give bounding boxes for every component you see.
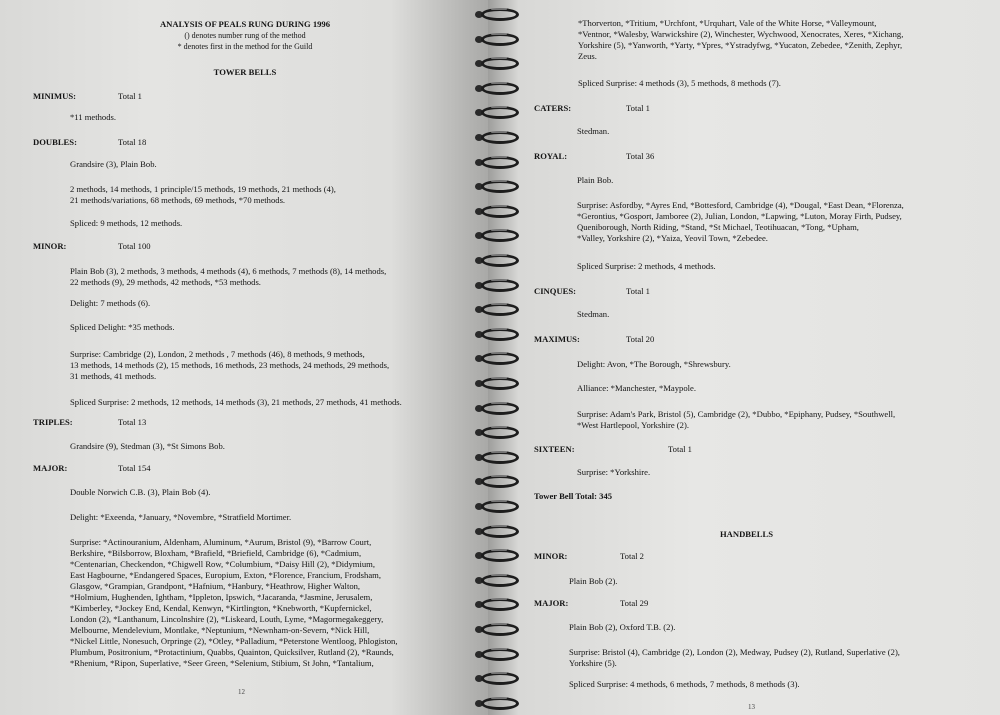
royal-surprise-line: Surprise: Asfordby, *Ayres End, *Bottesford, Cambridge (4), *Dougal, *East Dean, *Florenza, <box>577 200 904 210</box>
major-surprise-line: London (2), *Lanthanum, Lincolnshire (2), *Liskeard, Louth, Lyme, *Magormegakeggery, <box>70 614 384 624</box>
major-surprise-line: Berkshire, *Bilsborrow, Bloxham, *Brafield, *Briefield, Cambridge (6), *Cadmium, <box>70 548 362 558</box>
sixteen-line: Surprise: *Yorkshire. <box>577 467 651 477</box>
binding-coil <box>465 297 525 323</box>
binding-coil <box>465 691 525 715</box>
handbell-major-spliced: Spliced Surprise: 4 methods, 6 methods, 7 methods, 8 methods (3). <box>569 679 800 689</box>
minor-line: Spliced Delight: *35 methods. <box>70 322 175 332</box>
maximus-total: Total 20 <box>626 334 655 344</box>
binding-coil <box>465 273 525 299</box>
major-total: Total 154 <box>118 463 151 473</box>
minimus-line: *11 methods. <box>70 112 116 122</box>
major-spliced: Spliced Surprise: 4 methods (3), 5 methods, 8 methods (7). <box>578 78 781 88</box>
minor-line: 22 methods (9), 29 methods, 42 methods, *53 methods. <box>70 277 261 287</box>
caters-label: CATERS: <box>534 103 572 113</box>
binding-coil <box>465 617 525 643</box>
major-surprise-line: East Hagbourne, *Endangered Spaces, Europium, Exton, *Florence, Francium, Frodsham, <box>70 570 381 580</box>
minor-line: Plain Bob (3), 2 methods, 3 methods, 4 methods (4), 6 methods, 7 methods (8), 14 methods, <box>70 266 387 276</box>
note-number-rung: () denotes number rung of the method <box>184 31 306 40</box>
section-handbells: HANDBELLS <box>720 529 774 539</box>
royal-spliced: Spliced Surprise: 2 methods, 4 methods. <box>577 261 716 271</box>
maximus-line: Alliance: *Manchester, *Maypole. <box>577 383 696 393</box>
binding-coil <box>465 248 525 274</box>
handbell-major-label: MAJOR: <box>534 598 569 608</box>
triples-total: Total 13 <box>118 417 147 427</box>
minor-line: Delight: 7 methods (6). <box>70 298 151 308</box>
royal-surprise-line: *Gerontius, *Gosport, Jamboree (2), Julian, London, *Lapwing, *Luton, Moray Firth, Pudsey, <box>577 211 902 221</box>
binding-coil <box>465 371 525 397</box>
major-surprise-continued: *Ventnor, *Walesby, Warwickshire (2), Winchester, Wychwood, Xenocrates, Xeres, *Xichang, <box>578 29 904 39</box>
caters-total: Total 1 <box>626 103 650 113</box>
minor-spliced: Spliced Surprise: 2 methods, 12 methods, 14 methods (3), 21 methods, 27 methods, 41 methods. <box>70 397 402 407</box>
doubles-label: DOUBLES: <box>33 137 77 147</box>
binding-coil <box>465 469 525 495</box>
binding-coil <box>465 174 525 200</box>
triples-line: Grandsire (9), Stedman (3), *St Simons Bob. <box>70 441 225 451</box>
binding-coil <box>465 666 525 692</box>
major-surprise-line: *Holmium, Hughenden, Ightham, *Ippleton, Ipswich, *Jacaranda, *Jasmine, Jerusalem, <box>70 592 373 602</box>
major-surprise-continued: Yorkshire (5), *Yanworth, *Yarty, *Ypres, *Ystradyfwg, *Yucaton, Zebedee, *Zenith, Zephyr, <box>578 40 903 50</box>
major-surprise-line: Glasgow, *Grampian, Grandpont, *Hafnium, *Hanbury, *Heathrow, Higher Walton, <box>70 581 361 591</box>
major-label: MAJOR: <box>33 463 68 473</box>
page-title: ANALYSIS OF PEALS RUNG DURING 1996 <box>159 19 331 29</box>
left-page <box>0 0 488 715</box>
caters-line: Stedman. <box>577 126 610 136</box>
binding-coil <box>465 519 525 545</box>
binding-coil <box>465 100 525 126</box>
binding-coil <box>465 76 525 102</box>
binding-coil <box>465 642 525 668</box>
royal-surprise-line: Queniborough, North Riding, *Stand, *St Michael, Teotihuacan, *Tong, *Upham, <box>577 222 859 232</box>
binding-coil <box>465 51 525 77</box>
minimus-label: MINIMUS: <box>33 91 76 101</box>
triples-label: TRIPLES: <box>33 417 73 427</box>
maximus-line: Surprise: Adam's Park, Bristol (5), Cambridge (2), *Dubbo, *Epiphany, Pudsey, *Southwell, <box>577 409 896 419</box>
royal-total: Total 36 <box>626 151 655 161</box>
handbell-major-line: Surprise: Bristol (4), Cambridge (2), London (2), Medway, Pudsey (2), Rutland, Superlative (2), <box>569 647 900 657</box>
binding-coil <box>465 27 525 53</box>
major-surprise-line: *Rhenium, *Ripon, Superlative, *Seer Green, *Selenium, Stibium, St John, *Tantalium, <box>70 658 374 668</box>
binding-coil <box>465 199 525 225</box>
doubles-line: Grandsire (3), Plain Bob. <box>70 159 157 169</box>
cinques-line: Stedman. <box>577 309 610 319</box>
major-surprise-line: *Nickel Little, Nonesuch, Orpringe (2), *Otley, *Palladium, *Peterstone Wentloog, Phlogiston, <box>70 636 398 646</box>
binding-coil <box>465 125 525 151</box>
maximus-label: MAXIMUS: <box>534 334 580 344</box>
binding-coil <box>465 346 525 372</box>
major-delight: Delight: *Exeenda, *January, *Novembre, *Stratfield Mortimer. <box>70 512 292 522</box>
major-surprise-line: *Centenarian, Checkendon, *Chigwell Row, *Columbium, *Daisy Hill (2), *Didymium, <box>70 559 375 569</box>
binding-coil <box>465 322 525 348</box>
cinques-label: CINQUES: <box>534 286 577 296</box>
sixteen-total: Total 1 <box>668 444 692 454</box>
major-surprise-line: Melbourne, Mendelevium, Montlake, *Neptunium, *Newnham-on-Severn, *Nick Hill, <box>70 625 370 635</box>
cinques-total: Total 1 <box>626 286 650 296</box>
maximus-line: Delight: Avon, *The Borough, *Shrewsbury. <box>577 359 731 369</box>
binding-coil <box>465 396 525 422</box>
maximus-line: *West Hartlepool, Yorkshire (2). <box>577 420 689 430</box>
binding-coil <box>465 445 525 471</box>
minimus-total: Total 1 <box>118 91 142 101</box>
page-number: 13 <box>748 703 755 711</box>
page-number: 12 <box>238 688 245 696</box>
note-first-in-method: * denotes first in the method for the Guild <box>177 42 313 51</box>
doubles-line: 2 methods, 14 methods, 1 principle/15 methods, 19 methods, 21 methods (4), <box>70 184 336 194</box>
royal-line: Plain Bob. <box>577 175 614 185</box>
handbell-major-line: Yorkshire (5). <box>569 658 617 668</box>
tower-bell-total: Tower Bell Total: 345 <box>534 491 613 501</box>
binding-coil <box>465 568 525 594</box>
minor-line: 31 methods, 41 methods. <box>70 371 157 381</box>
minor-total: Total 100 <box>118 241 151 251</box>
binding-coil <box>465 2 525 28</box>
handbell-major-line: Plain Bob (2), Oxford T.B. (2). <box>569 622 676 632</box>
handbell-major-total: Total 29 <box>620 598 649 608</box>
binding-coil <box>465 150 525 176</box>
binding-coil <box>465 223 525 249</box>
royal-surprise-line: *Valley, Yorkshire (2), *Yaiza, Yeovil Town, *Zebedee. <box>577 233 768 243</box>
minor-line: 13 methods, 14 methods (2), 15 methods, 16 methods, 23 methods, 24 methods, 29 methods, <box>70 360 390 370</box>
doubles-total: Total 18 <box>118 137 147 147</box>
handbell-minor-total: Total 2 <box>620 551 644 561</box>
minor-label: MINOR: <box>33 241 67 251</box>
binding-coil <box>465 494 525 520</box>
royal-label: ROYAL: <box>534 151 568 161</box>
sixteen-label: SIXTEEN: <box>534 444 575 454</box>
right-page <box>488 0 1000 715</box>
binding-coil <box>465 543 525 569</box>
major-surprise-line: *Kimberley, *Jockey End, Kendal, Kenwyn, *Kirtlington, *Knebworth, *Kupfernickel, <box>70 603 372 613</box>
binding-coil <box>465 592 525 618</box>
major-line: Double Norwich C.B. (3), Plain Bob (4). <box>70 487 211 497</box>
doubles-line: 21 methods/variations, 68 methods, 69 methods, *70 methods. <box>70 195 286 205</box>
section-tower-bells: TOWER BELLS <box>213 67 277 77</box>
spiral-binding <box>465 0 525 715</box>
major-surprise-continued: Zeus. <box>578 51 597 61</box>
doubles-spliced: Spliced: 9 methods, 12 methods. <box>70 218 183 228</box>
binding-coil <box>465 420 525 446</box>
major-surprise-line: Plumbum, Positronium, *Protactinium, Quabbs, Quainton, Quicksilver, Rutland (2), *Raunds, <box>70 647 394 657</box>
minor-line: Surprise: Cambridge (2), London, 2 methods , 7 methods (46), 8 methods, 9 methods, <box>70 349 365 359</box>
major-surprise-continued: *Thorverton, *Tritium, *Urchfont, *Urquhart, Vale of the White Horse, *Valleymount, <box>578 18 877 28</box>
handbell-minor-label: MINOR: <box>534 551 568 561</box>
handbell-minor-line: Plain Bob (2). <box>569 576 618 586</box>
major-surprise-line: Surprise: *Actinouranium, Aldenham, Aluminum, *Aurum, Bristol (9), *Barrow Court, <box>70 537 372 547</box>
